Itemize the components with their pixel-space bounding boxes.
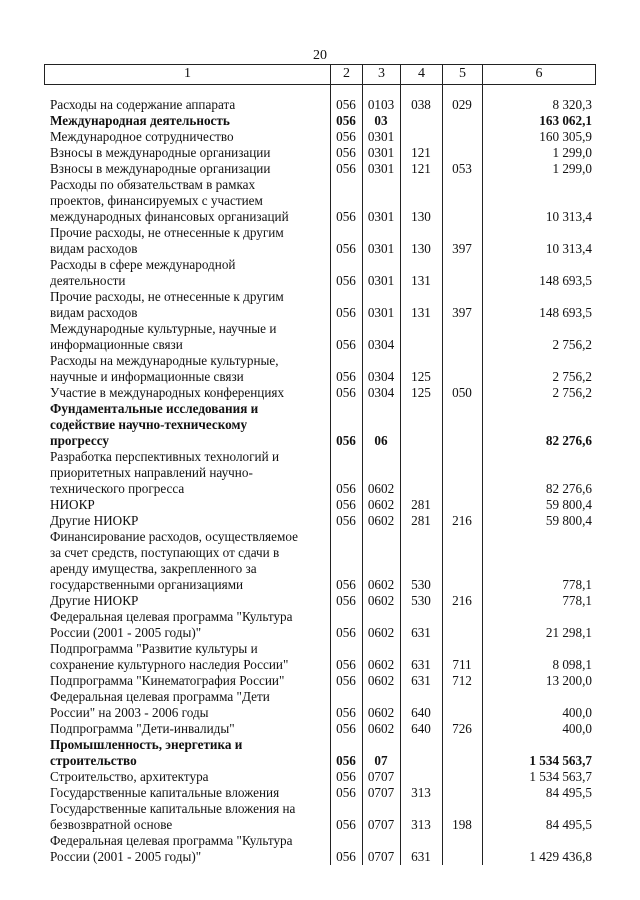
row-code-col-3: 07 <box>374 753 388 768</box>
row-code-col-3: 0707 <box>367 817 395 832</box>
row-code-col-3: 0602 <box>367 481 395 496</box>
row-code-col-3: 0602 <box>367 673 395 688</box>
table-row <box>44 385 594 401</box>
row-code-col-2: 056 <box>336 241 356 256</box>
row-description: Финансирование расходов, осуществляемое за счет средств, поступающих от сдачи в аренду имущества, закрепленного за государственными организациями <box>50 529 298 592</box>
header-col-6: 6 <box>535 66 543 81</box>
header-col-4: 4 <box>401 65 443 84</box>
row-code-col-3: 0707 <box>367 769 395 784</box>
table-row <box>44 801 594 833</box>
row-code-col-2: 056 <box>336 273 356 288</box>
table-row <box>44 161 594 177</box>
row-code-col-2: 056 <box>336 657 356 672</box>
row-code-col-2: 056 <box>336 129 356 144</box>
row-code-col-4: 313 <box>411 785 431 800</box>
row-code-col-2: 056 <box>336 369 356 384</box>
row-amount: 400,0 <box>562 705 592 720</box>
table-row <box>44 353 594 385</box>
table-body <box>44 83 594 865</box>
row-amount: 84 495,5 <box>545 785 592 800</box>
row-amount: 1 299,0 <box>552 145 592 160</box>
row-code-col-2: 056 <box>336 705 356 720</box>
row-code-col-3: 0301 <box>367 273 395 288</box>
row-description: Расходы на международные культурные, научные и информационные связи <box>50 353 279 384</box>
row-description: Международные культурные, научные и информационные связи <box>50 321 277 352</box>
table-row <box>44 129 594 145</box>
row-code-col-4: 125 <box>411 385 431 400</box>
row-code-col-4: 130 <box>411 209 431 224</box>
row-code-col-3: 0301 <box>367 209 395 224</box>
row-description: Расходы в сфере международной деятельности <box>50 257 236 288</box>
row-code-col-2: 056 <box>336 785 356 800</box>
row-code-col-4: 631 <box>411 673 431 688</box>
row-amount: 1 534 563,7 <box>529 753 592 768</box>
row-code-col-3: 0602 <box>367 705 395 720</box>
row-amount: 160 305,9 <box>539 129 592 144</box>
row-code-col-2: 056 <box>336 577 356 592</box>
row-description: Другие НИОКР <box>50 593 139 608</box>
row-code-col-2: 056 <box>336 481 356 496</box>
table-row <box>44 321 594 353</box>
table-row <box>44 769 594 785</box>
row-code-col-2: 056 <box>336 385 356 400</box>
row-description: Подпрограмма "Кинематография России" <box>50 673 285 688</box>
row-amount: 400,0 <box>562 721 592 736</box>
table-row <box>44 673 594 689</box>
row-code-col-4: 530 <box>411 577 431 592</box>
row-amount: 1 429 436,8 <box>529 849 592 864</box>
row-description: Взносы в международные организации <box>50 161 271 176</box>
row-code-col-2: 056 <box>336 673 356 688</box>
row-code-col-4: 038 <box>411 97 431 112</box>
row-code-col-5: 711 <box>452 657 472 672</box>
row-code-col-5: 050 <box>452 385 472 400</box>
row-amount: 21 298,1 <box>545 625 592 640</box>
row-code-col-2: 056 <box>336 849 356 864</box>
row-code-col-5: 397 <box>452 305 472 320</box>
row-code-col-3: 0301 <box>367 161 395 176</box>
row-code-col-3: 0301 <box>367 305 395 320</box>
table-row <box>44 225 594 257</box>
row-code-col-2: 056 <box>336 721 356 736</box>
header-col-5: 5 <box>443 65 483 84</box>
row-code-col-3: 0602 <box>367 577 395 592</box>
row-description: Другие НИОКР <box>50 513 139 528</box>
row-code-col-3: 03 <box>374 113 388 128</box>
row-amount: 1 534 563,7 <box>529 769 592 784</box>
row-amount: 13 200,0 <box>545 673 592 688</box>
row-code-col-2: 056 <box>336 753 356 768</box>
table-row <box>44 785 594 801</box>
row-code-col-5: 397 <box>452 241 472 256</box>
row-code-col-5: 216 <box>452 593 472 608</box>
row-code-col-4: 640 <box>411 705 431 720</box>
row-amount: 82 276,6 <box>545 481 592 496</box>
header-col-1: 1 <box>45 65 331 84</box>
row-description: Международная деятельность <box>50 113 230 128</box>
row-amount: 2 756,2 <box>552 385 592 400</box>
row-code-col-3: 0602 <box>367 513 395 528</box>
row-amount: 2 756,2 <box>552 369 592 384</box>
table-row <box>44 513 594 529</box>
row-description: Расходы по обязательствам в рамках проектов, финансируемых с участием международных финансовых организаций <box>50 177 289 224</box>
row-amount: 8 320,3 <box>552 97 592 112</box>
table-row <box>44 289 594 321</box>
row-description: Разработка перспективных технологий и приоритетных направлений научно- технического прогресса <box>50 449 280 496</box>
row-code-col-3: 0602 <box>367 657 395 672</box>
row-amount: 8 098,1 <box>552 657 592 672</box>
row-code-col-2: 056 <box>336 817 356 832</box>
page-number: 20 <box>313 48 327 63</box>
row-description: Участие в международных конференциях <box>50 385 285 400</box>
row-amount: 778,1 <box>562 577 592 592</box>
row-amount: 148 693,5 <box>539 273 592 288</box>
row-code-col-2: 056 <box>336 625 356 640</box>
row-code-col-2: 056 <box>336 337 356 352</box>
row-description: Федеральная целевая программа "Дети России" на 2003 - 2006 годы <box>50 689 270 720</box>
header-col-3: 3 <box>363 65 401 84</box>
row-code-col-4: 640 <box>411 721 431 736</box>
table-row <box>44 257 594 289</box>
section-heading-row <box>44 113 594 129</box>
row-amount: 59 800,4 <box>545 497 592 512</box>
row-code-col-5: 726 <box>452 721 472 736</box>
row-code-col-5: 198 <box>452 817 472 832</box>
row-code-col-4: 530 <box>411 593 431 608</box>
row-description: Подпрограмма "Развитие культуры и сохранение культурного наследия России" <box>50 641 289 672</box>
row-description: Федеральная целевая программа "Культура России (2001 - 2005 годы)" <box>50 609 293 640</box>
row-code-col-2: 056 <box>336 305 356 320</box>
row-code-col-2: 056 <box>336 769 356 784</box>
row-code-col-3: 0304 <box>367 369 395 384</box>
row-code-col-3: 0301 <box>367 241 395 256</box>
row-amount: 84 495,5 <box>545 817 592 832</box>
section-heading-row <box>44 737 594 769</box>
row-code-col-5: 029 <box>452 97 472 112</box>
row-description: НИОКР <box>50 497 95 512</box>
row-description: Государственные капитальные вложения на безвозвратной основе <box>50 801 296 832</box>
row-code-col-3: 0602 <box>367 593 395 608</box>
table-row <box>44 609 594 641</box>
header-col-2: 2 <box>331 65 363 84</box>
row-code-col-2: 056 <box>336 161 356 176</box>
row-code-col-3: 0602 <box>367 497 395 512</box>
table-row <box>44 721 594 737</box>
table-row <box>44 593 594 609</box>
row-description: Подпрограмма "Дети-инвалиды" <box>50 721 235 736</box>
row-description: Расходы на содержание аппарата <box>50 97 236 112</box>
row-code-col-2: 056 <box>336 113 356 128</box>
row-code-col-5: 216 <box>452 513 472 528</box>
row-code-col-4: 125 <box>411 369 431 384</box>
table-row <box>44 177 594 225</box>
row-amount: 778,1 <box>562 593 592 608</box>
row-code-col-3: 0707 <box>367 849 395 864</box>
table-row <box>44 641 594 673</box>
row-code-col-2: 056 <box>336 433 356 448</box>
row-code-col-2: 056 <box>336 209 356 224</box>
row-code-col-4: 131 <box>411 305 431 320</box>
row-code-col-4: 631 <box>411 657 431 672</box>
row-description: Прочие расходы, не отнесенные к другим видам расходов <box>50 289 284 320</box>
row-code-col-4: 281 <box>411 497 431 512</box>
row-code-col-3: 0301 <box>367 145 395 160</box>
table-row <box>44 529 594 593</box>
section-heading-row <box>44 401 594 449</box>
row-code-col-3: 0707 <box>367 785 395 800</box>
table-row <box>44 97 594 113</box>
row-description: Прочие расходы, не отнесенные к другим видам расходов <box>50 225 284 256</box>
row-description: Промышленность, энергетика и строительство <box>50 737 243 768</box>
row-amount: 2 756,2 <box>552 337 592 352</box>
row-description: Взносы в международные организации <box>50 145 271 160</box>
row-code-col-2: 056 <box>336 145 356 160</box>
row-amount: 10 313,4 <box>545 209 592 224</box>
row-amount: 82 276,6 <box>545 433 592 448</box>
row-code-col-4: 121 <box>411 161 431 176</box>
row-description: Государственные капитальные вложения <box>50 785 280 800</box>
row-code-col-3: 0602 <box>367 721 395 736</box>
row-code-col-4: 130 <box>411 241 431 256</box>
table-row <box>44 689 594 721</box>
row-description: Строительство, архитектура <box>50 769 209 784</box>
table-row <box>44 449 594 497</box>
row-code-col-5: 053 <box>452 161 472 176</box>
row-code-col-3: 0301 <box>367 129 395 144</box>
row-description: Фундаментальные исследования и содействие научно-техническому прогрессу <box>50 401 259 448</box>
row-code-col-2: 056 <box>336 97 356 112</box>
row-code-col-3: 0304 <box>367 337 395 352</box>
row-code-col-3: 0103 <box>367 97 395 112</box>
table-row <box>44 833 594 865</box>
row-code-col-2: 056 <box>336 513 356 528</box>
row-amount: 163 062,1 <box>539 113 592 128</box>
table-rows <box>44 97 594 865</box>
row-description: Федеральная целевая программа "Культура России (2001 - 2005 годы)" <box>50 833 293 864</box>
row-amount: 148 693,5 <box>539 305 592 320</box>
row-code-col-3: 0304 <box>367 385 395 400</box>
row-description: Международное сотрудничество <box>50 129 234 144</box>
table-row <box>44 497 594 513</box>
row-code-col-4: 631 <box>411 625 431 640</box>
row-code-col-4: 313 <box>411 817 431 832</box>
row-code-col-4: 121 <box>411 145 431 160</box>
row-amount: 1 299,0 <box>552 161 592 176</box>
row-code-col-2: 056 <box>336 497 356 512</box>
row-code-col-3: 06 <box>374 433 388 448</box>
row-code-col-4: 631 <box>411 849 431 864</box>
table-header <box>44 64 596 85</box>
row-code-col-4: 131 <box>411 273 431 288</box>
row-code-col-3: 0602 <box>367 625 395 640</box>
row-code-col-5: 712 <box>452 673 472 688</box>
row-code-col-4: 281 <box>411 513 431 528</box>
table-row <box>44 145 594 161</box>
row-amount: 59 800,4 <box>545 513 592 528</box>
row-amount: 10 313,4 <box>545 241 592 256</box>
row-code-col-2: 056 <box>336 593 356 608</box>
